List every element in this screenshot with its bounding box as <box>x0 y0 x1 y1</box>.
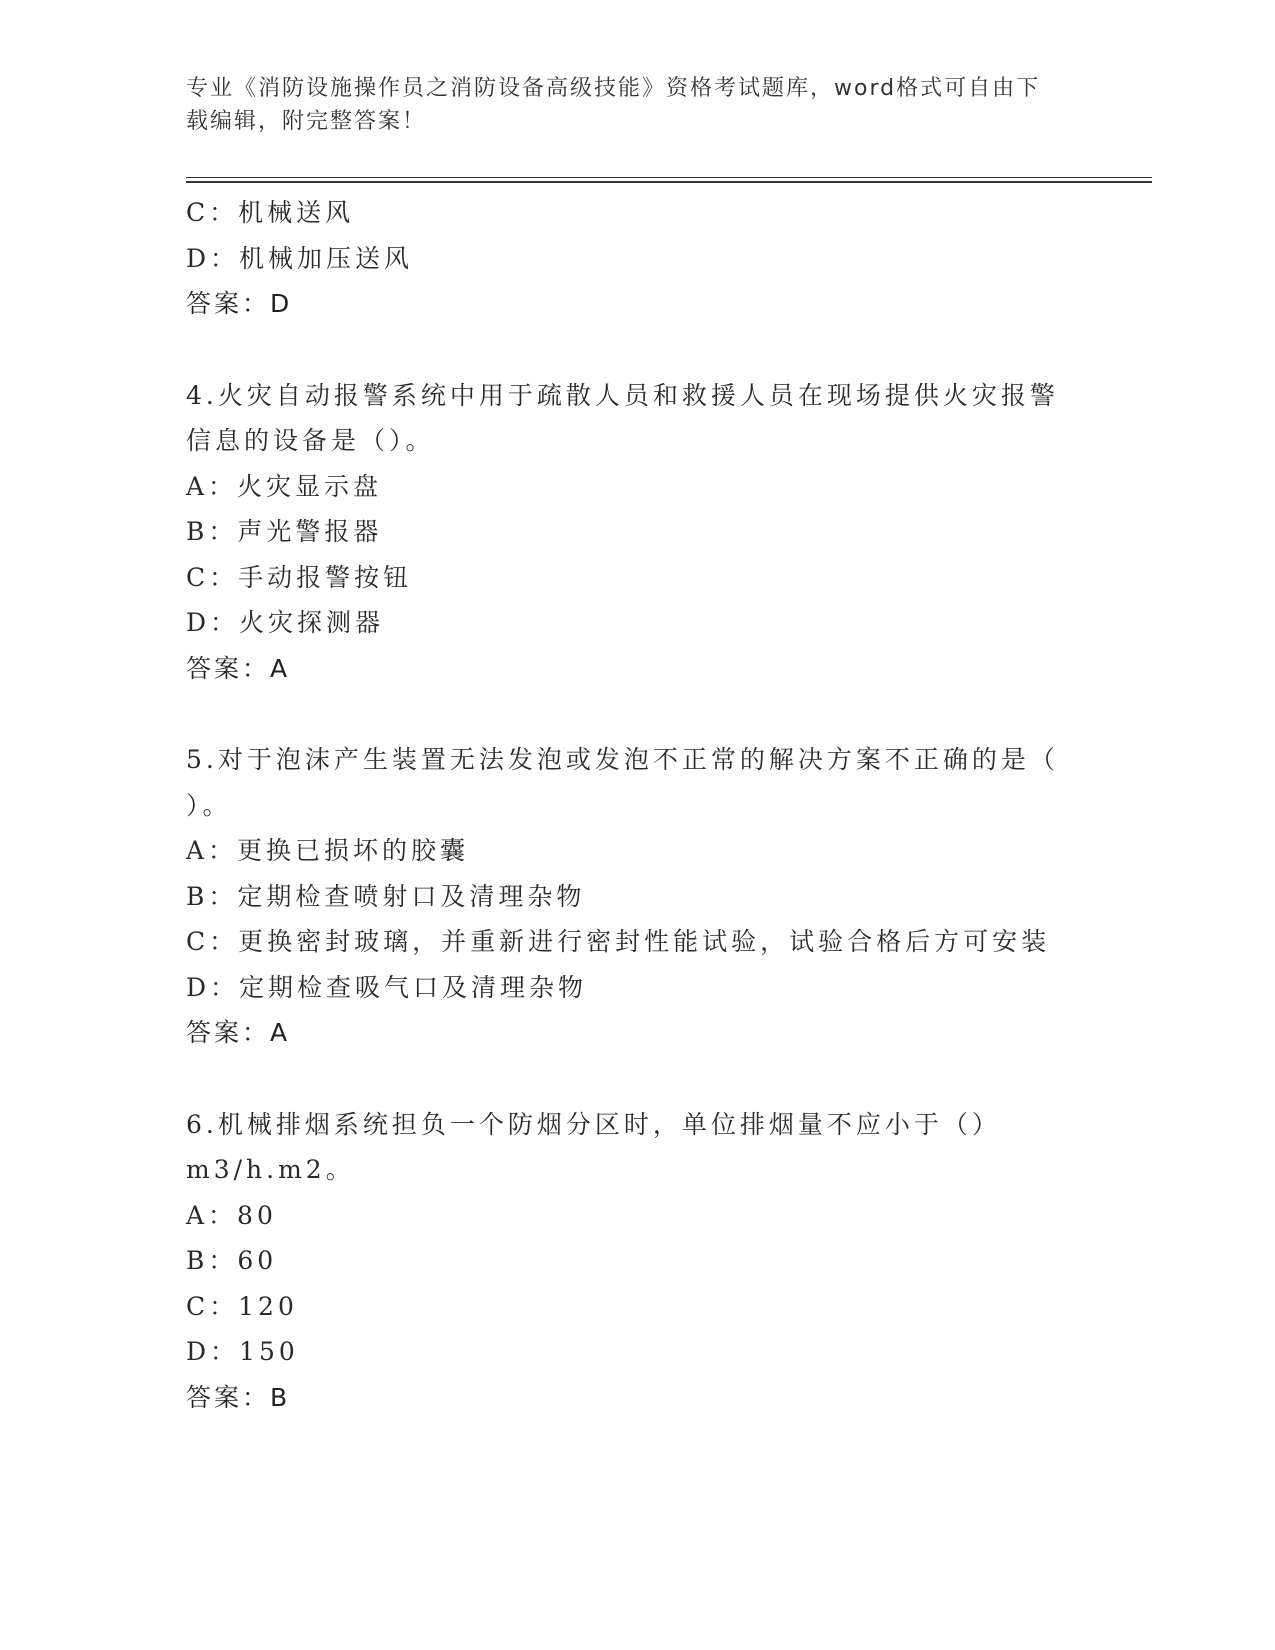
option-d: D：火灾探测器 <box>186 608 385 637</box>
question-stem-continued: ）。 <box>186 790 232 820</box>
option-a: A：火灾显示盘 <box>186 471 383 501</box>
question-stem-continued: m3/h.m2。 <box>186 1155 355 1184</box>
question-6 <box>186 1102 1086 1421</box>
spacer <box>186 327 1086 373</box>
question-3-partial <box>186 190 1086 327</box>
question-list <box>186 190 1086 1420</box>
question-stem: 6.机械排烟系统担负一个防烟分区时，单位排烟量不应小于（） <box>186 1109 1001 1139</box>
answer: 答案：A <box>186 1018 291 1047</box>
option-c: C：机械送风 <box>186 198 355 227</box>
option-c: C：更换密封玻璃，并重新进行密封性能试验，试验合格后方可安装 <box>186 927 1051 956</box>
question-stem: 5.对于泡沫产生装置无法发泡或发泡不正常的解决方案不正确的是（ <box>186 745 1059 774</box>
header-line-1: 专业《消防设施操作员之消防设备高级技能》资格考试题库，word格式可自由下 <box>186 76 1041 101</box>
spacer <box>186 1056 1086 1102</box>
answer: 答案：B <box>186 1382 291 1412</box>
option-d: D：定期检查吸气口及清理杂物 <box>186 972 588 1002</box>
option-d: D：机械加压送风 <box>186 243 414 273</box>
answer: 答案：A <box>186 653 291 683</box>
question-5 <box>186 737 1086 1056</box>
spacer <box>186 691 1086 737</box>
header-divider-thin <box>186 177 1152 178</box>
option-b: B：定期检查喷射口及清理杂物 <box>186 881 586 911</box>
document-header <box>186 72 1066 138</box>
option-a: A：80 <box>186 1200 277 1230</box>
option-c: C：120 <box>186 1291 298 1321</box>
option-d: D：150 <box>186 1337 299 1366</box>
question-4 <box>186 373 1086 692</box>
option-b: B：60 <box>186 1246 278 1275</box>
option-a: A：更换已损坏的胶囊 <box>186 836 470 865</box>
question-stem-continued: 信息的设备是（）。 <box>186 426 435 455</box>
option-c: C：手动报警按钮 <box>186 562 413 592</box>
question-stem: 4.火灾自动报警系统中用于疏散人员和救援人员在现场提供火灾报警 <box>186 380 1059 410</box>
header-divider-thick <box>186 181 1152 183</box>
header-line-2: 载编辑，附完整答案！ <box>186 109 427 134</box>
answer: 答案：D <box>186 289 293 318</box>
option-b: B：声光警报器 <box>186 517 383 546</box>
